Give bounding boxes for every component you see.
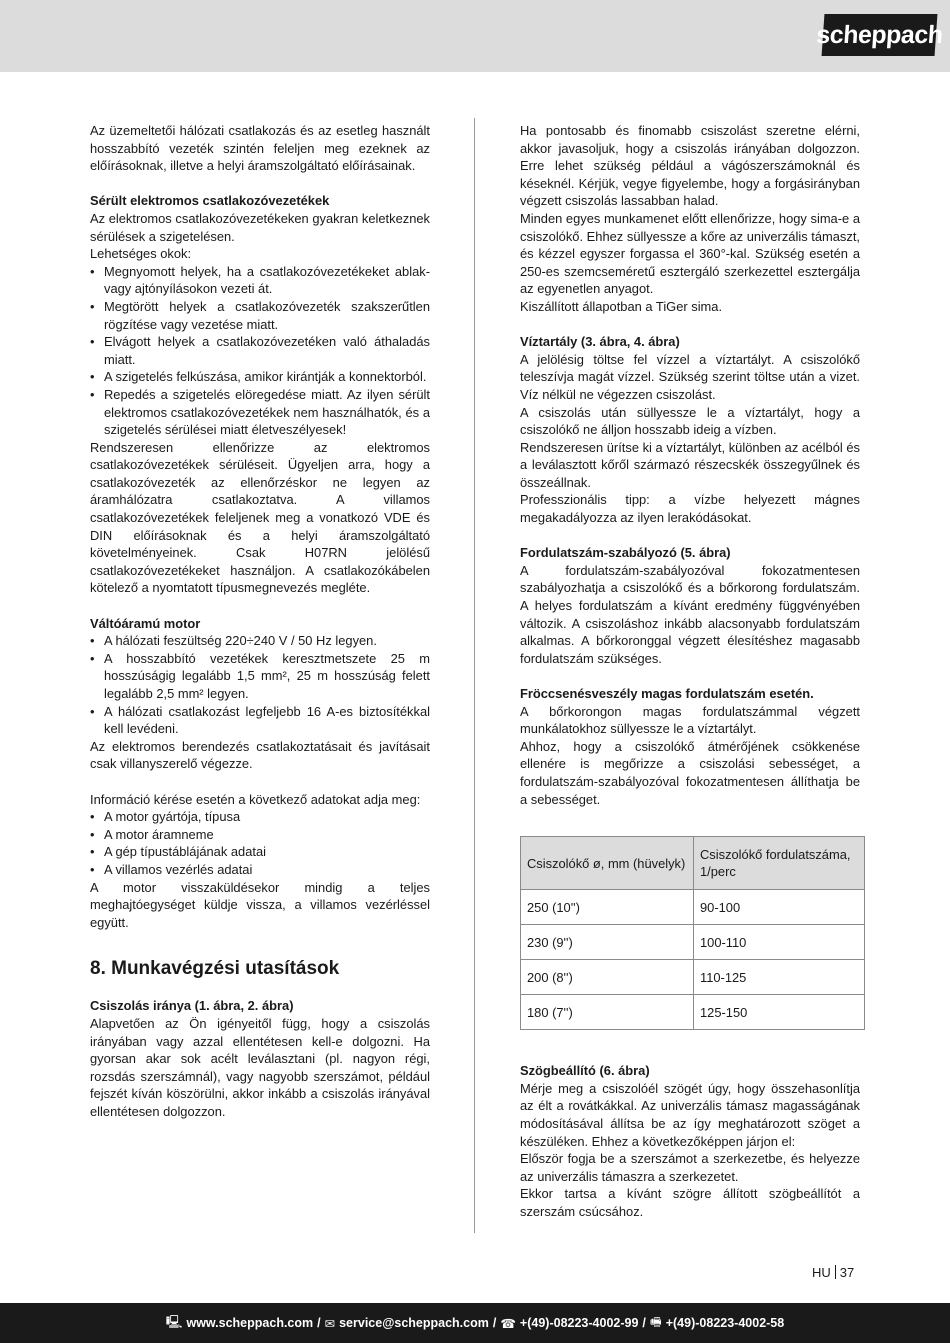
heading-angle-gauge: Szögbeállító (6. ábra): [520, 1063, 650, 1079]
paragraph: Rendszeresen ellenőrizze az elektromos csatlakozóvezetékek sérüléseit. Ügyeljen arra, hogy a csatlakozóvezeték az ellenőrzéskor ne legyen az áramhálózatra csatlakoztatva. A villamos csatlakozóvezetékek feleljenek meg a vonatkozó VDE és DIN előírásoknak és a helyi áramszolgáltató követelményeinek. Csak H07RN jelölésű csatlakozóvezetékeket használjon. A csatlakozókábelen kötelező a nyomtatott típusmegnevezés megléte.: [90, 439, 430, 596]
list-item: • Megtörött helyek a csatlakozóvezeték szakszerűtlen rögzítése vagy vezetése miatt.: [90, 298, 430, 333]
table-cell: 110-125: [694, 960, 865, 995]
heading-damaged-cables: Sérült elektromos csatlakozóvezetékek: [90, 193, 330, 209]
motor-list: [90, 632, 430, 738]
paragraph: Ha pontosabb és finomabb csiszolást szeretne elérni, akkor javasoljuk, hogy a csiszolás irányában dolgozzon. Erre lehet szükség például a vágószerszámoknál és késeknél. Kérjük, vegye figyelembe, hogy a forgásirányban végzett csiszolás lassabban halad.: [520, 123, 860, 209]
list-item: • A hálózati feszültség 220÷240 V / 50 Hz legyen.: [90, 632, 430, 650]
column-divider: [474, 118, 475, 1233]
table-header-row: [521, 837, 865, 890]
paragraph: Ahhoz, hogy a csiszolókő átmérőjének csökkenése ellenére is megőrizze a csiszolási sebességet, a fordulatszám-szabályozóval fokozatmentesen állíthatja be a sebességet.: [520, 738, 860, 807]
language-code: HU: [812, 1265, 831, 1280]
footer-website[interactable]: www.scheppach.com: [186, 1316, 314, 1330]
table-cell: 230 (9''): [521, 925, 694, 960]
paragraph: A jelölésig töltse fel vízzel a víztartályt. A csiszolókő teleszívja magát vízzel. Szükség szerint töltse után a vizet. Víz nélkül ne végezzen csiszolást.: [520, 351, 860, 402]
paragraph: Először fogja be a szerszámot a szerkezetbe, és helyezze az univerzális támaszra a szerkezetet.: [520, 1151, 860, 1184]
page-number: [812, 1265, 854, 1280]
table-cell: 250 (10''): [521, 890, 694, 925]
brand-logo: scheppach: [822, 14, 938, 56]
speed-table: [520, 836, 865, 1030]
heading-ac-motor: Váltóáramú motor: [90, 615, 201, 631]
section-title: 8. Munkavégzési utasítások: [90, 958, 340, 980]
table-row: [521, 890, 865, 925]
table-cell: 125-150: [694, 995, 865, 1030]
list-item: • A motor gyártója, típusa: [90, 808, 430, 826]
list-item: • Repedés a szigetelés elöregedése miatt. Az ilyen sérült elektromos csatlakozóvezetékek nem használhatók, és a szigetelés sérülései miatt életveszélyesek!: [90, 386, 430, 439]
right-column: [520, 122, 860, 1221]
paragraph: Információ kérése esetén a következő adatokat adja meg:: [90, 791, 421, 807]
list-item: • A hálózati csatlakozást legfeljebb 16 A-es biztosítékkal kell levédeni.: [90, 703, 430, 738]
footer-bar: [0, 1303, 950, 1343]
list-item: • A hosszabbító vezetékek keresztmetszete 25 m hosszúságig legalább 1,5 mm², 25 m hosszúság felett legalább 2,5 mm² legyen.: [90, 650, 430, 703]
heading-speed-control: Fordulatszám-szabályozó (5. ábra): [520, 545, 731, 561]
phone-icon: ☎: [500, 1316, 516, 1331]
paragraph: Mérje meg a csiszolóél szögét úgy, hogy összehasonlítja az élt a rovátkákkal. Az univerzális támasz magasságának módosításával állítsa be az így meghatározott szöget a készüléken. Ehhez a következőképpen járjon el:: [520, 1080, 860, 1149]
paragraph: Lehetséges okok:: [90, 246, 192, 262]
list-item: • Megnyomott helyek, ha a csatlakozóvezetékeket ablak- vagy ajtónyílásokon vezeti át.: [90, 263, 430, 298]
paragraph: A csiszolás után süllyessze le a víztartályt, hogy a csiszolókő ne álljon hosszabb ideig a vízben.: [520, 404, 860, 438]
table-row: [521, 925, 865, 960]
mail-icon: ✉: [324, 1316, 336, 1331]
table-row: [521, 995, 865, 1030]
paragraph: Az elektromos berendezés csatlakoztatásait és javításait csak villanyszerelő végezze.: [90, 738, 430, 772]
fax-icon: 🖷: [649, 1314, 662, 1329]
paragraph: Ekkor tartsa a kívánt szögre állított szögbeállítót a szerszám csúcsához.: [520, 1186, 860, 1219]
paragraph: Kiszállított állapotban a TiGer sima.: [520, 298, 723, 314]
paragraph: Minden egyes munkamenet előtt ellenőrizze, hogy sima-e a csiszolókő. Ehhez süllyessze a kőre az univerzális támaszt, és kézzel egyszer forgassa el 360°-kal. Szükség esetén a 250-es szemcseméretű esztergáló szerkezettel esztergálja az egyenetlen anyagot.: [520, 210, 860, 297]
paragraph: Professzionális tipp: a vízbe helyezett mágnes megakadályozza az ilyen lerakódásokat.: [520, 492, 860, 526]
heading-splash-warning: Fröccsenésveszély magas fordulatszám esetén.: [520, 686, 814, 701]
footer-separator: /: [317, 1316, 321, 1330]
header-bar: [0, 0, 950, 72]
table-cell: 180 (7''): [521, 995, 694, 1030]
list-item: • A motor áramneme: [90, 826, 430, 844]
footer-phone: +(49)-08223-4002-99: [519, 1316, 639, 1330]
page-number-value: 37: [839, 1265, 855, 1280]
left-column: [90, 122, 430, 1120]
table-header-cell: Csiszolókő fordulatszáma, 1/perc: [694, 837, 865, 890]
footer-separator: /: [492, 1316, 497, 1330]
table-cell: 90-100: [694, 890, 865, 925]
footer-fax: +(49)-08223-4002-58: [665, 1316, 785, 1330]
causes-list: [90, 263, 430, 439]
heading-grinding-direction: Csiszolás iránya (1. ábra, 2. ábra): [90, 998, 294, 1014]
heading-water-tank: Víztartály (3. ábra, 4. ábra): [520, 334, 680, 350]
footer-email[interactable]: service@scheppach.com: [339, 1316, 489, 1330]
list-item: • Elvágott helyek a csatlakozóvezetéken való áthaladás miatt.: [90, 333, 430, 368]
paragraph: Az üzemeltetői hálózati csatlakozás és az esetleg használt hosszabbító vezeték szintén feleljen meg ezeknek az előírásoknak, illetve a helyi áramszolgáltató előírásainak.: [90, 123, 430, 174]
paragraph: A bőrkorongon magas fordulatszámmal végzett munkálatokhoz süllyessze le a víztartályt.: [520, 703, 860, 737]
list-item: • A gép típustáblájának adatai: [90, 843, 430, 861]
paragraph: A fordulatszám-szabályozóval fokozatmentesen szabályozhatja a csiszolókő és a bőrkorong fordulatszám. A helyes fordulatszám a kívánt eredmény függvényében változik. A csiszoláshoz inkább alacsonyabb fordulatszám alkalmas. A bőrkoronggal végzett élesítéshez magasabb fordulatszám szükséges.: [520, 562, 860, 666]
paragraph: A motor visszaküldésekor mindig a teljes meghajtóegységet küldje vissza, a villamos vezérléssel együtt.: [90, 879, 430, 930]
table-row: [521, 960, 865, 995]
table-cell: 100-110: [694, 925, 865, 960]
list-item: • A villamos vezérlés adatai: [90, 861, 430, 879]
paragraph: Rendszeresen ürítse ki a víztartályt, különben az acélból és a leválasztott kőről származó részecskék összegyűlnek és összeállnak.: [520, 439, 860, 490]
list-item: • A szigetelés felkúszása, amikor kirántják a konnektorból.: [90, 368, 430, 386]
footer-separator: /: [642, 1316, 646, 1330]
info-list: [90, 808, 430, 878]
table-header-cell: Csiszolókő ø, mm (hüvelyk): [521, 837, 694, 890]
paragraph: Az elektromos csatlakozóvezetékeken gyakran keletkeznek sérülések a szigetelésen.: [90, 210, 430, 244]
paragraph: Alapvetően az Ön igényeitől függ, hogy a csiszolás irányában vagy azzal ellentétesen kell-e dolgozni. Ha gyorsan akar sok acélt leválasztani (pl. nagyon régi, rozsdás szerszámnál), vagy nagyobb szerszámot, például fejszét kíván köszörülni, akkor inkább a csiszolás irányával ellentétesen dolgozzon.: [90, 1015, 430, 1119]
table-cell: 200 (8''): [521, 960, 694, 995]
computer-icon: 🖳: [165, 1314, 183, 1329]
